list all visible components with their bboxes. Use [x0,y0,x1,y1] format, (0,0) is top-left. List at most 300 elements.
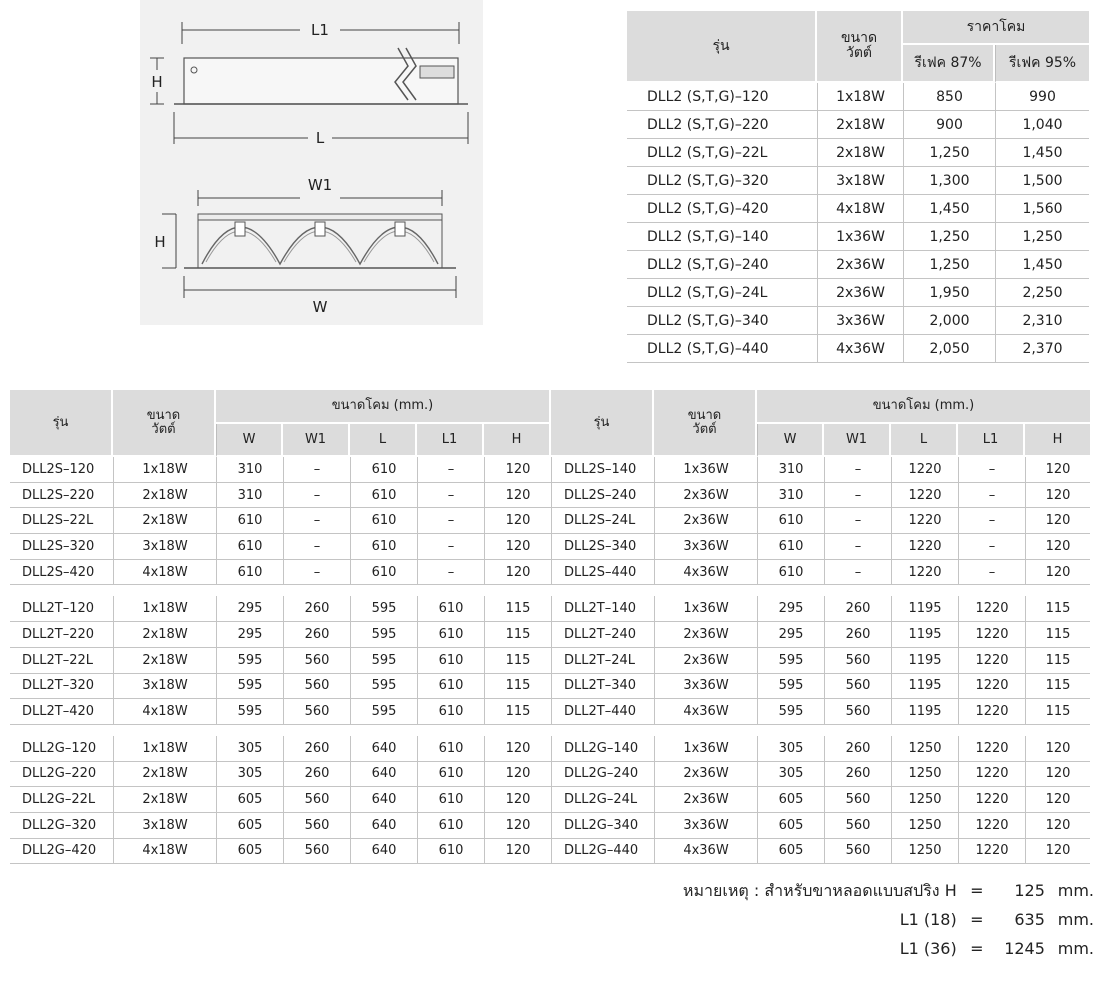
cell-model: DLL2S–24L [551,508,654,534]
cell-h: 120 [1025,736,1090,762]
header-price-87: รีเฟค 87% [903,45,995,83]
cell-l: 595 [350,648,417,674]
cell-l: 1250 [891,839,958,865]
cell-w: 595 [216,674,283,700]
dimension-row [10,674,1090,700]
cell-w1: – [824,508,891,534]
cell-l: 1220 [891,508,958,534]
group-gap-cell [10,585,1090,596]
cell-w: 605 [216,787,283,813]
group-gap-cell [10,725,1090,736]
dimension-row [10,839,1090,865]
cell-w1: – [283,508,350,534]
notes [494,876,1094,963]
cell-model: DLL2 (S,T,G)–22L [627,139,817,167]
cell-watt: 1x36W [654,736,757,762]
cell-l: 1195 [891,674,958,700]
header-model-left: รุ่น [10,390,113,457]
header-w-left: W [216,424,283,457]
cell-l1: – [417,508,484,534]
group-gap [10,725,1090,736]
cell-model: DLL2G–24L [551,787,654,813]
cell-w1: – [824,483,891,509]
cell-w1: – [283,560,350,586]
cell-w1: 560 [283,813,350,839]
header-h-left: H [484,424,551,457]
cell-h: 120 [484,839,551,865]
cell-watt: 1x18W [113,736,216,762]
dim-label-w1: W1 [307,176,333,194]
price-row [627,139,1089,167]
cell-w1: 560 [283,699,350,725]
cell-watt: 2x18W [113,762,216,788]
cell-w1: 560 [824,699,891,725]
header-w1-left: W1 [283,424,350,457]
cell-watt: 2x18W [113,622,216,648]
cell-w: 295 [757,622,824,648]
cell-l1: 610 [417,674,484,700]
cell-watt: 3x36W [654,674,757,700]
cell-watt: 3x36W [654,813,757,839]
cell-model: DLL2S–240 [551,483,654,509]
cell-w1: 560 [283,839,350,865]
cell-price-95: 2,250 [995,279,1089,307]
cell-w1: 260 [283,762,350,788]
cell-price-87: 1,450 [903,195,995,223]
cell-h: 115 [1025,648,1090,674]
cell-l1: – [417,534,484,560]
cell-price-87: 1,250 [903,251,995,279]
cell-watt: 2x18W [113,787,216,813]
price-row [627,223,1089,251]
header-l-right: L [891,424,958,457]
price-row [627,279,1089,307]
cell-w: 305 [757,762,824,788]
cell-l1: 610 [417,596,484,622]
cell-w1: 260 [824,622,891,648]
dimension-row [10,457,1090,483]
cell-price-95: 1,250 [995,223,1089,251]
cell-model: DLL2G–440 [551,839,654,865]
cell-l: 640 [350,839,417,865]
note-value: 125 [1014,881,1045,900]
cell-w: 610 [757,534,824,560]
cell-model: DLL2S–420 [10,560,113,586]
cell-watt: 1x18W [817,83,903,111]
cell-w: 295 [216,622,283,648]
cell-price-87: 2,000 [903,307,995,335]
cell-l1: – [417,483,484,509]
cell-w: 310 [757,483,824,509]
price-row [627,195,1089,223]
dim-label-l1: L1 [311,21,329,39]
cell-watt: 4x36W [654,839,757,865]
dimension-row [10,622,1090,648]
cell-model: DLL2T–420 [10,699,113,725]
cell-w1: 560 [283,674,350,700]
cell-watt: 2x18W [113,648,216,674]
cell-l: 1220 [891,483,958,509]
technical-drawings [140,0,483,325]
cell-watt: 4x18W [113,699,216,725]
dimension-row [10,483,1090,509]
cell-l1: 610 [417,762,484,788]
note-label: L1 (36) [899,939,957,958]
cell-l: 610 [350,457,417,483]
cell-l: 1220 [891,560,958,586]
cell-price-87: 1,950 [903,279,995,307]
dimension-row [10,699,1090,725]
cell-w: 295 [757,596,824,622]
dimension-row [10,736,1090,762]
note-value: 1245 [1004,939,1045,958]
cell-l: 1220 [891,534,958,560]
cell-watt: 4x36W [654,560,757,586]
cell-w: 595 [216,699,283,725]
side-view-drawing [140,0,483,325]
cell-price-95: 990 [995,83,1089,111]
cell-watt: 2x18W [817,111,903,139]
cell-watt: 2x36W [654,762,757,788]
note-symbol: = [970,910,984,929]
note-line-spring [494,876,1094,905]
cell-w: 595 [757,674,824,700]
cell-l1: 1220 [958,596,1025,622]
cell-l: 595 [350,699,417,725]
cell-price-87: 850 [903,83,995,111]
cell-w1: 260 [283,622,350,648]
cell-l: 640 [350,736,417,762]
cell-price-95: 2,310 [995,307,1089,335]
cell-watt: 3x18W [113,534,216,560]
cell-l1: – [958,560,1025,586]
cell-model: DLL2 (S,T,G)–320 [627,167,817,195]
cell-l: 1250 [891,813,958,839]
cell-watt: 3x36W [817,307,903,335]
cell-h: 120 [484,457,551,483]
price-row [627,335,1089,363]
dim-label-h-bottom: H [154,233,166,251]
cell-price-87: 1,250 [903,223,995,251]
cell-w: 605 [757,839,824,865]
cell-model: DLL2T–440 [551,699,654,725]
note-unit: mm. [1057,939,1094,958]
cell-price-87: 1,250 [903,139,995,167]
cell-model: DLL2T–240 [551,622,654,648]
price-row [627,251,1089,279]
cell-l1: – [958,508,1025,534]
cell-model: DLL2T–120 [10,596,113,622]
cell-l1: 610 [417,622,484,648]
dimension-table [10,390,1090,864]
cell-h: 115 [484,674,551,700]
cell-watt: 2x36W [654,648,757,674]
cell-l1: 1220 [958,699,1025,725]
cell-price-87: 1,300 [903,167,995,195]
cell-h: 115 [1025,596,1090,622]
cell-l: 610 [350,560,417,586]
cell-l: 640 [350,762,417,788]
cell-watt: 2x36W [817,279,903,307]
cell-watt: 3x36W [654,534,757,560]
cell-w1: 260 [824,762,891,788]
cell-price-95: 1,450 [995,139,1089,167]
cell-price-95: 1,450 [995,251,1089,279]
cell-watt: 4x18W [817,195,903,223]
cell-w1: 560 [824,787,891,813]
cell-w: 310 [216,457,283,483]
cell-model: DLL2G–340 [551,813,654,839]
cell-model: DLL2G–120 [10,736,113,762]
cell-watt: 2x18W [113,483,216,509]
cell-h: 120 [1025,813,1090,839]
price-row [627,111,1089,139]
cell-h: 120 [1025,839,1090,865]
cell-w: 605 [216,839,283,865]
cell-price-87: 2,050 [903,335,995,363]
cell-watt: 2x36W [817,251,903,279]
cell-watt: 4x18W [113,560,216,586]
cell-w: 595 [757,699,824,725]
cell-w: 305 [757,736,824,762]
cell-l1: 1220 [958,736,1025,762]
dimension-row [10,560,1090,586]
cell-l: 1195 [891,648,958,674]
cell-h: 120 [1025,762,1090,788]
cell-l: 640 [350,787,417,813]
cell-h: 120 [484,534,551,560]
cell-w: 595 [757,648,824,674]
cell-w1: – [824,457,891,483]
cell-price-95: 1,500 [995,167,1089,195]
note-label: L1 (18) [899,910,957,929]
cell-model: DLL2S–440 [551,560,654,586]
cell-l1: – [958,483,1025,509]
note-symbol: = [970,939,984,958]
cell-watt: 2x18W [113,508,216,534]
cell-model: DLL2T–22L [10,648,113,674]
cell-price-87: 900 [903,111,995,139]
dim-label-l: L [315,129,325,147]
cell-l: 1195 [891,622,958,648]
cell-model: DLL2T–220 [10,622,113,648]
cell-w: 610 [216,534,283,560]
cell-h: 120 [484,762,551,788]
cell-l1: 1220 [958,813,1025,839]
cell-model: DLL2 (S,T,G)–24L [627,279,817,307]
cell-model: DLL2G–22L [10,787,113,813]
cell-l1: 610 [417,787,484,813]
cell-l1: – [417,560,484,586]
cell-watt: 1x36W [654,596,757,622]
cell-watt: 4x18W [113,839,216,865]
cell-model: DLL2S–320 [10,534,113,560]
cell-w: 610 [757,508,824,534]
cell-price-95: 1,560 [995,195,1089,223]
cell-l1: – [958,534,1025,560]
cell-w: 305 [216,736,283,762]
cell-model: DLL2T–140 [551,596,654,622]
cell-w1: – [283,457,350,483]
cell-h: 120 [484,560,551,586]
cell-h: 115 [1025,699,1090,725]
cell-l1: 1220 [958,839,1025,865]
dimension-row [10,787,1090,813]
dimension-row [10,508,1090,534]
dimension-row [10,813,1090,839]
cell-w1: 260 [283,596,350,622]
header-watt: ขนาด วัตต์ [817,11,903,83]
cell-l: 595 [350,622,417,648]
cell-w: 595 [216,648,283,674]
cell-w: 605 [757,787,824,813]
cell-watt: 4x36W [654,699,757,725]
cell-w1: 560 [283,787,350,813]
note-value: 635 [1014,910,1045,929]
header-l1-left: L1 [417,424,484,457]
cell-l1: 610 [417,648,484,674]
dimension-row [10,534,1090,560]
cell-model: DLL2S–220 [10,483,113,509]
header-w1-right: W1 [824,424,891,457]
header-l-left: L [350,424,417,457]
cell-l: 1220 [891,457,958,483]
cell-w: 305 [216,762,283,788]
cell-model: DLL2T–24L [551,648,654,674]
cell-model: DLL2 (S,T,G)–340 [627,307,817,335]
price-table-body [627,83,1089,363]
dimension-row [10,648,1090,674]
cell-watt: 2x36W [654,483,757,509]
cell-w1: – [824,534,891,560]
cell-l1: 1220 [958,762,1025,788]
cell-h: 115 [484,596,551,622]
cell-l1: – [958,457,1025,483]
cell-w1: 260 [824,596,891,622]
price-row [627,307,1089,335]
cell-model: DLL2 (S,T,G)–140 [627,223,817,251]
cell-l1: 610 [417,813,484,839]
cell-h: 120 [1025,560,1090,586]
cell-model: DLL2G–220 [10,762,113,788]
cell-w: 610 [757,560,824,586]
dimension-table-body [10,457,1090,864]
dim-label-h-top: H [151,73,163,91]
cell-w1: 560 [824,648,891,674]
cell-h: 120 [484,787,551,813]
note-unit: mm. [1057,910,1094,929]
cell-h: 120 [1025,787,1090,813]
cell-model: DLL2G–420 [10,839,113,865]
cell-w: 310 [757,457,824,483]
cell-w1: 560 [283,648,350,674]
cell-watt: 2x36W [654,508,757,534]
cell-h: 120 [484,813,551,839]
cell-watt: 3x18W [113,813,216,839]
note-symbol: = [970,881,984,900]
cell-w: 295 [216,596,283,622]
price-row [627,167,1089,195]
cell-w1: – [283,483,350,509]
cell-w: 610 [216,508,283,534]
cell-w1: 560 [824,813,891,839]
cell-model: DLL2 (S,T,G)–220 [627,111,817,139]
header-size-right: ขนาดโคม (mm.) [757,390,1090,424]
cell-model: DLL2S–340 [551,534,654,560]
cell-model: DLL2S–140 [551,457,654,483]
header-model-right: รุ่น [551,390,654,457]
cell-model: DLL2G–140 [551,736,654,762]
note-line-l1-36 [494,934,1094,963]
cell-watt: 1x36W [654,457,757,483]
cell-price-95: 1,040 [995,111,1089,139]
cell-l1: 1220 [958,648,1025,674]
note-label: หมายเหตุ : สำหรับขาหลอดแบบสปริง H [682,881,957,900]
cell-watt: 2x36W [654,787,757,813]
header-size-left: ขนาดโคม (mm.) [216,390,551,424]
cell-w: 310 [216,483,283,509]
header-model: รุ่น [627,11,817,83]
header-w-right: W [757,424,824,457]
cell-model: DLL2S–120 [10,457,113,483]
cell-h: 115 [484,648,551,674]
cell-l: 1195 [891,596,958,622]
cell-w: 605 [757,813,824,839]
header-h-right: H [1025,424,1090,457]
cell-h: 115 [1025,622,1090,648]
cell-l: 1250 [891,736,958,762]
cell-h: 115 [484,699,551,725]
cell-h: 120 [1025,534,1090,560]
cell-watt: 3x18W [113,674,216,700]
cell-h: 120 [484,508,551,534]
header-price: ราคาโคม [903,11,1089,45]
cell-w1: 560 [824,839,891,865]
dimension-row [10,596,1090,622]
cell-l: 1250 [891,762,958,788]
cell-watt: 2x18W [817,139,903,167]
cell-l: 610 [350,483,417,509]
cell-watt: 1x36W [817,223,903,251]
cell-model: DLL2 (S,T,G)–240 [627,251,817,279]
cell-l: 610 [350,508,417,534]
cell-model: DLL2S–22L [10,508,113,534]
cell-l: 640 [350,813,417,839]
cell-l1: 1220 [958,622,1025,648]
cell-l1: – [417,457,484,483]
cell-watt: 2x36W [654,622,757,648]
header-l1-right: L1 [958,424,1025,457]
dim-label-w: W [312,298,328,316]
cell-l: 595 [350,674,417,700]
dimension-row [10,762,1090,788]
header-price-95: รีเฟค 95% [995,45,1089,83]
cell-w1: 260 [824,736,891,762]
cell-watt: 1x18W [113,457,216,483]
cell-w: 605 [216,813,283,839]
cell-w1: 560 [824,674,891,700]
cell-l: 595 [350,596,417,622]
cell-h: 120 [1025,457,1090,483]
cell-model: DLL2 (S,T,G)–440 [627,335,817,363]
cell-w1: 260 [283,736,350,762]
note-unit: mm. [1057,881,1094,900]
cell-model: DLL2G–320 [10,813,113,839]
cell-l: 610 [350,534,417,560]
cell-h: 120 [1025,483,1090,509]
cell-model: DLL2 (S,T,G)–420 [627,195,817,223]
price-table [627,11,1089,363]
